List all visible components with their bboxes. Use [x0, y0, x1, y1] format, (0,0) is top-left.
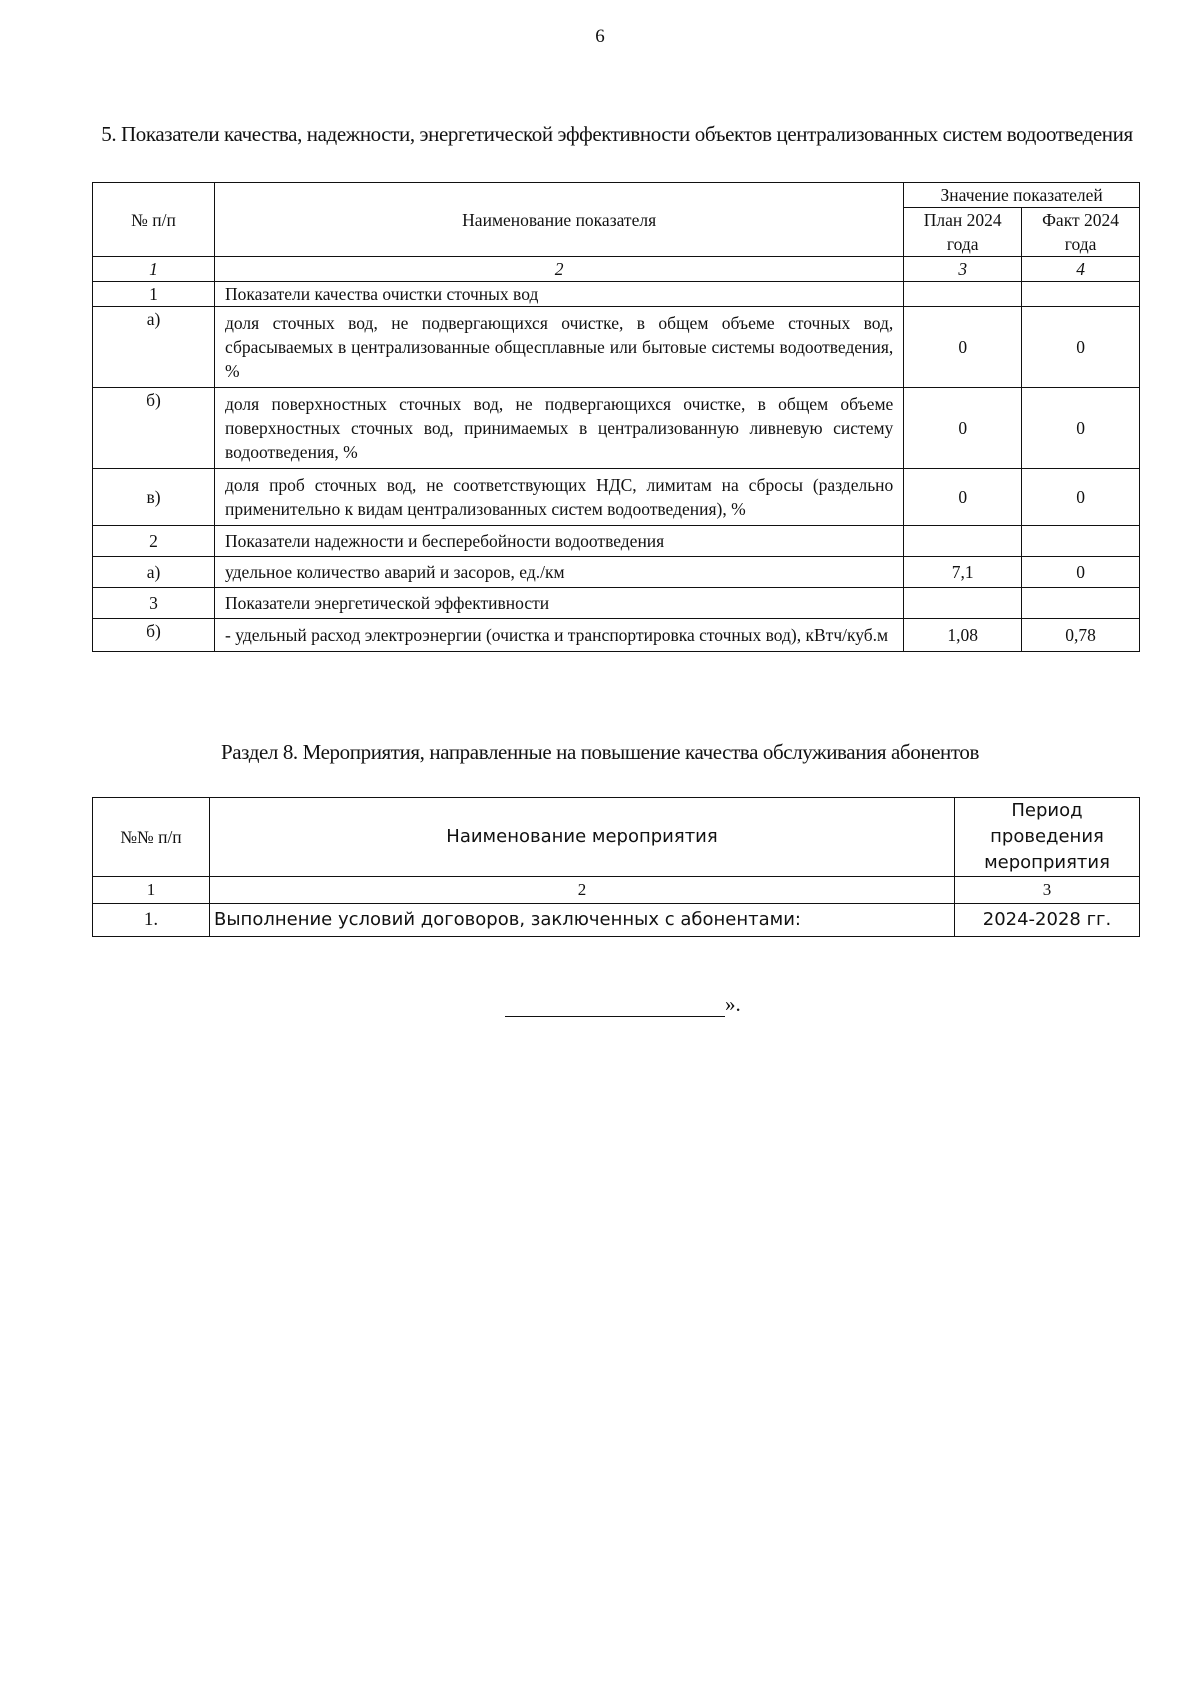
row-fact [1022, 526, 1140, 557]
table-header-row [93, 798, 1140, 877]
table-row [93, 557, 1140, 588]
table-row [93, 282, 1140, 307]
row-name: доля сточных вод, не подвергающихся очистке, в общем объеме сточных вод, сбрасываемых в централизованные общесплавные или бытовые системы водоотведения, % [215, 307, 904, 388]
row-num: а) [93, 307, 215, 388]
row-plan: 0 [904, 388, 1022, 469]
row-fact: 0,78 [1022, 619, 1140, 652]
col-number: 4 [1022, 257, 1140, 282]
col-number: 1 [93, 257, 215, 282]
row-plan: 0 [904, 307, 1022, 388]
col-number: 2 [215, 257, 904, 282]
row-num: 3 [93, 588, 215, 619]
row-name: Показатели качества очистки сточных вод [215, 282, 904, 307]
row-fact: 0 [1022, 307, 1140, 388]
row-name: Показатели энергетической эффективности [215, 588, 904, 619]
row-plan: 0 [904, 469, 1022, 526]
row-num: 1. [93, 904, 210, 937]
row-name: - удельный расход электроэнергии (очистка и транспортировка сточных вод), кВтч/куб.м [215, 619, 904, 652]
row-num: в) [93, 469, 215, 526]
row-name: доля поверхностных сточных вод, не подвергающихся очистке, в общем объеме поверхностных сточных вод, принимаемых в централизованную ливневую систему водоотведения, % [215, 388, 904, 469]
row-period: 2024-2028 гг. [955, 904, 1140, 937]
row-num: б) [93, 388, 215, 469]
row-plan: 7,1 [904, 557, 1022, 588]
row-name: Показатели надежности и бесперебойности водоотведения [215, 526, 904, 557]
col-number: 2 [210, 877, 955, 904]
row-plan [904, 282, 1022, 307]
header-name: Наименование мероприятия [210, 798, 955, 877]
header-fact: Факт 2024 года [1022, 208, 1140, 257]
col-number: 3 [955, 877, 1140, 904]
row-num: а) [93, 557, 215, 588]
measures-table [92, 797, 1140, 937]
section-8-title: Раздел 8. Мероприятия, направленные на повышение качества обслуживания абонентов [220, 740, 980, 764]
header-name: Наименование показателя [215, 183, 904, 257]
column-number-row [93, 257, 1140, 282]
header-value-group: Значение показателей [904, 183, 1140, 208]
row-fact [1022, 588, 1140, 619]
row-name: удельное количество аварий и засоров, ед./км [215, 557, 904, 588]
row-name: Выполнение условий договоров, заключенных с абонентами: [210, 904, 955, 937]
col-number: 1 [93, 877, 210, 904]
page-number: 6 [595, 26, 605, 47]
indicators-table [92, 182, 1140, 652]
closing-line [505, 992, 741, 1017]
section-5-title: 5. Показатели качества, надежности, энергетической эффективности объектов централизованных систем водоотведения [101, 122, 1133, 146]
row-plan: 1,08 [904, 619, 1022, 652]
table-row [93, 469, 1140, 526]
table-row [93, 904, 1140, 937]
table-header-row [93, 183, 1140, 208]
table-row [93, 307, 1140, 388]
header-period: Период проведения мероприятия [955, 798, 1140, 877]
row-fact: 0 [1022, 469, 1140, 526]
row-fact: 0 [1022, 557, 1140, 588]
table-row [93, 526, 1140, 557]
table-row [93, 388, 1140, 469]
row-name: доля проб сточных вод, не соответствующих НДС, лимитам на сбросы (раздельно применительно к видам централизованных систем водоотведения), % [215, 469, 904, 526]
row-fact: 0 [1022, 388, 1140, 469]
closing-quote: ». [725, 992, 741, 1016]
header-plan: План 2024 года [904, 208, 1022, 257]
table-row [93, 588, 1140, 619]
row-fact [1022, 282, 1140, 307]
signature-underline [505, 996, 725, 1017]
header-num: №№ п/п [93, 798, 210, 877]
column-number-row [93, 877, 1140, 904]
row-num: б) [93, 619, 215, 652]
row-num: 2 [93, 526, 215, 557]
row-plan [904, 526, 1022, 557]
header-num: № п/п [93, 183, 215, 257]
row-plan [904, 588, 1022, 619]
row-num: 1 [93, 282, 215, 307]
col-number: 3 [904, 257, 1022, 282]
table-row [93, 619, 1140, 652]
